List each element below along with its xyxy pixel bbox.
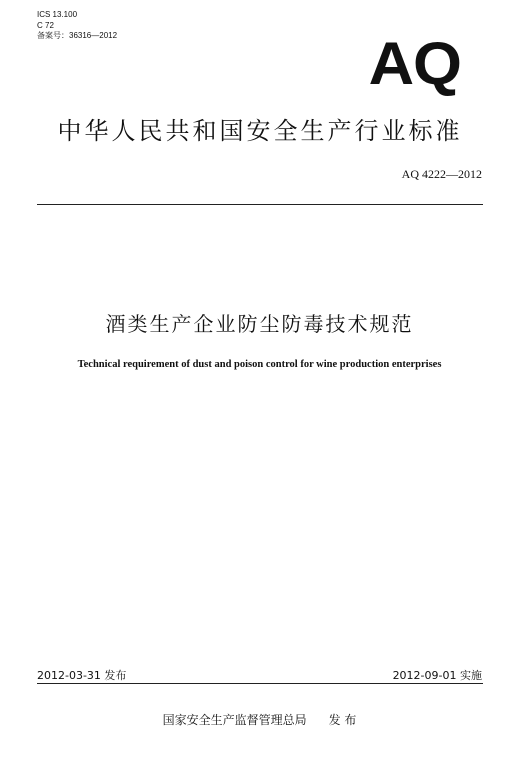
filing-number: 备案号：36316—2012 <box>37 31 118 40</box>
bottom-divider <box>37 683 483 684</box>
issuer-name: 国家安全生产监督管理总局 <box>162 713 307 727</box>
aq-logo: AQ <box>368 30 461 97</box>
ics-code: ICS 13.100 <box>37 10 78 19</box>
standard-number: AQ 4222—2012 <box>401 167 482 181</box>
document-title-zh: 酒类生产企业防尘防毒技术规范 <box>105 312 414 336</box>
implementation-date: 2012-09-01 实施 <box>392 669 482 682</box>
issuer-line <box>0 711 519 728</box>
issue-date: 2012-03-31 发布 <box>37 669 127 682</box>
classification-block <box>37 10 117 42</box>
ccs-code: C 72 <box>37 20 54 30</box>
standard-category: 中华人民共和国安全生产行业标准 <box>57 117 463 145</box>
document-title-en: Technical requirement of dust and poison control for wine production enterprises <box>77 359 442 370</box>
top-divider <box>37 204 483 205</box>
issuer-action: 发 布 <box>328 713 357 727</box>
